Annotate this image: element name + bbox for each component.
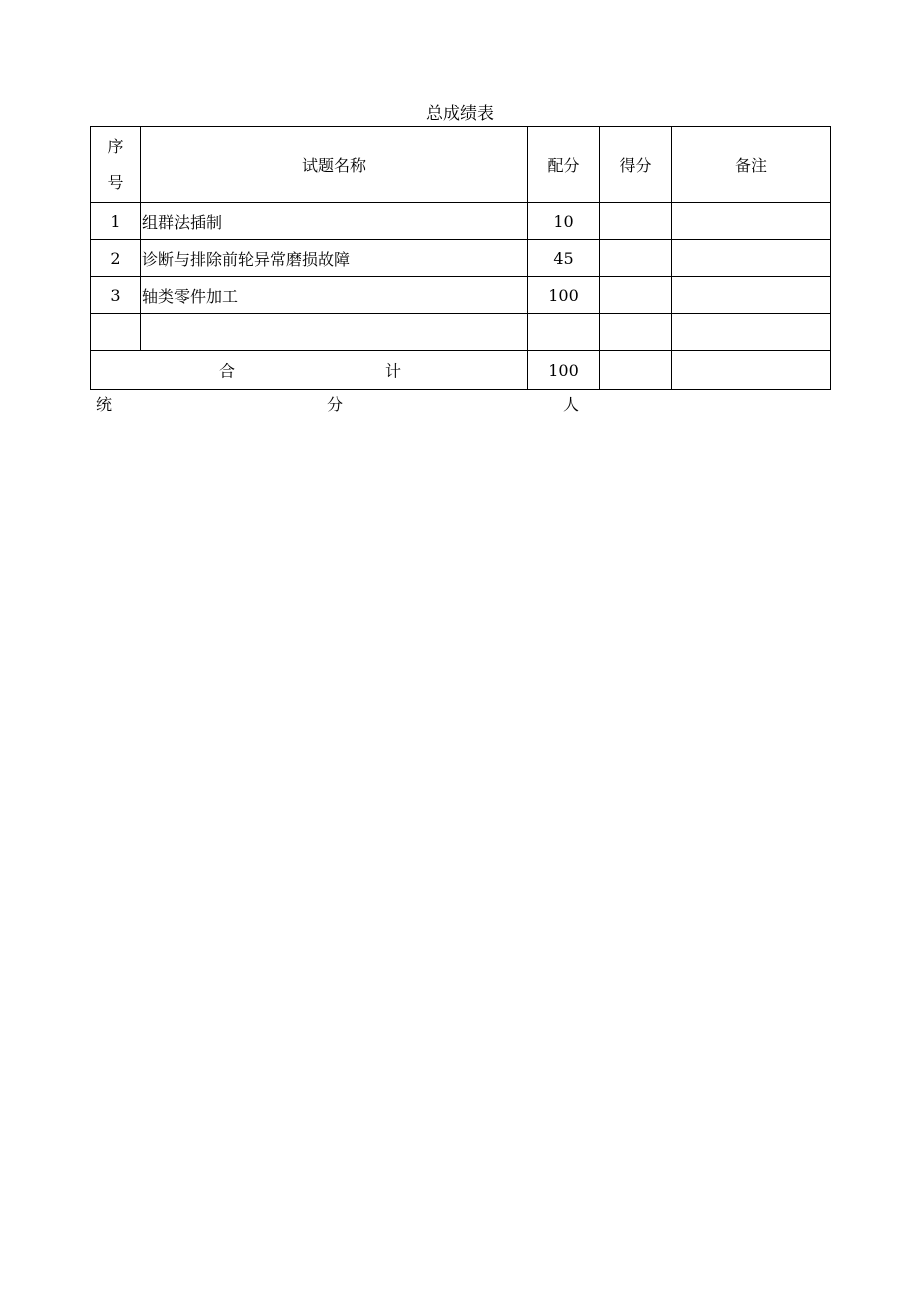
score-table xyxy=(90,126,831,390)
table-row xyxy=(91,277,831,314)
header-number-line2: 号 xyxy=(107,172,124,192)
footer-scorer-part3: 人 xyxy=(563,395,580,414)
row-number: 2 xyxy=(91,240,141,277)
header-score: 得分 xyxy=(600,127,672,203)
row-score[interactable] xyxy=(600,203,672,240)
row-name: 组群法插制 xyxy=(141,203,528,240)
header-points: 配分 xyxy=(528,127,600,203)
row-remarks[interactable] xyxy=(672,240,831,277)
header-number xyxy=(91,127,141,203)
row-name xyxy=(141,314,528,351)
header-remarks: 备注 xyxy=(672,127,831,203)
row-number: 1 xyxy=(91,203,141,240)
row-points: 100 xyxy=(528,277,600,314)
row-score[interactable] xyxy=(600,277,672,314)
total-points: 100 xyxy=(528,351,600,390)
table-row xyxy=(91,203,831,240)
row-number: 3 xyxy=(91,277,141,314)
row-score[interactable] xyxy=(600,240,672,277)
row-name: 诊断与排除前轮异常磨损故障 xyxy=(141,240,528,277)
row-name: 轴类零件加工 xyxy=(141,277,528,314)
row-remarks[interactable] xyxy=(672,277,831,314)
row-score[interactable] xyxy=(600,314,672,351)
row-points xyxy=(528,314,600,351)
table-title: 总成绩表 xyxy=(426,104,494,124)
total-label xyxy=(91,351,528,390)
total-label-part1: 合 xyxy=(219,361,236,381)
total-label-part2: 计 xyxy=(385,361,402,381)
total-row xyxy=(91,351,831,390)
header-number-line1: 序 xyxy=(107,136,124,156)
total-score[interactable] xyxy=(600,351,672,390)
row-number xyxy=(91,314,141,351)
row-remarks[interactable] xyxy=(672,314,831,351)
row-points: 45 xyxy=(528,240,600,277)
header-name: 试题名称 xyxy=(141,127,528,203)
row-remarks[interactable] xyxy=(672,203,831,240)
row-points: 10 xyxy=(528,203,600,240)
table-row xyxy=(91,314,831,351)
header-row xyxy=(91,127,831,203)
footer-scorer-part2: 分 xyxy=(327,395,344,414)
total-remarks[interactable] xyxy=(672,351,831,390)
table-row xyxy=(91,240,831,277)
footer-scorer xyxy=(0,392,920,416)
footer-scorer-part1: 统 xyxy=(96,395,113,414)
